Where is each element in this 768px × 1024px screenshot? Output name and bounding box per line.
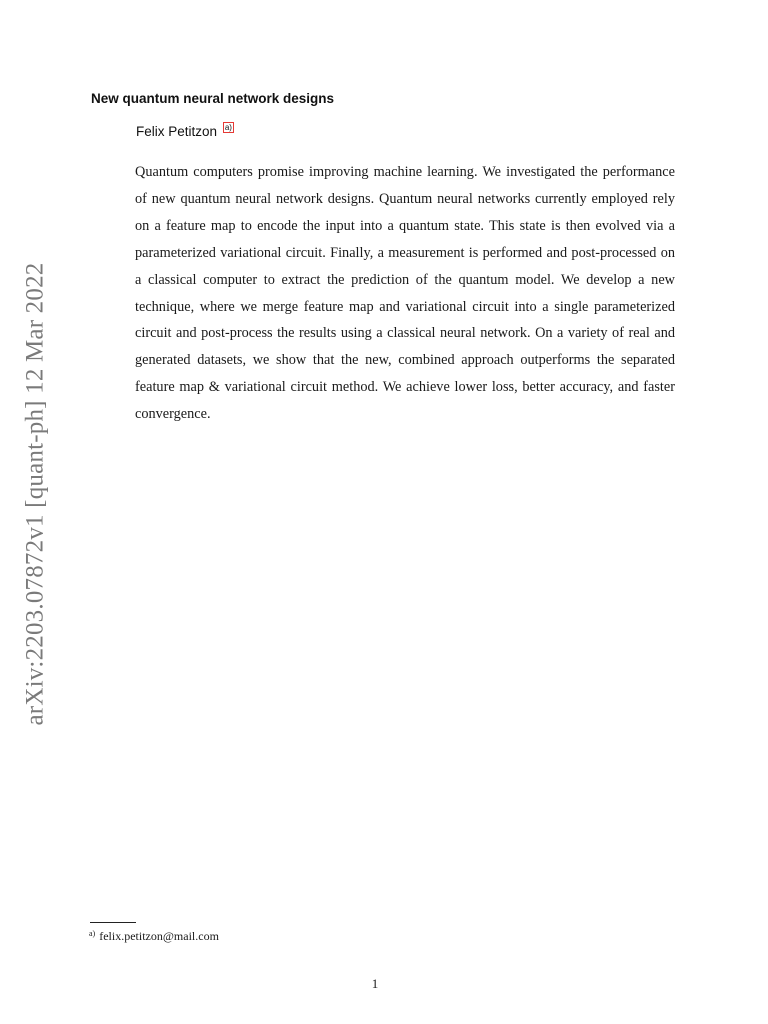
page-number: 1 [371, 976, 379, 991]
arxiv-side-stamp [14, 258, 56, 730]
author-line [136, 122, 234, 139]
author-name: Felix Petitzon [136, 124, 218, 139]
author-footnote-link[interactable]: a) [224, 123, 232, 132]
paper-title: New quantum neural network designs [91, 91, 335, 106]
footnote-divider [90, 922, 136, 923]
footnote-label: a) [89, 929, 96, 938]
abstract-text: Quantum computers promise improving machine learning. We investigated the performance of new quantum neural network designs. Quantum neural networks currently employed rely on a feature map to encode the input into a quantum state. This state is then evolved via a parameterized variational circuit. Finally, a measurement is performed and post-processed on a classical computer to extract the prediction of the quantum model. We develop a new technique, where we merge feature map and variational circuit into a single parameterized circuit and post-process the results using a classical neural network. On a variety of real and generated datasets, we show that the new, combined approach outperforms the separated feature map & variational circuit method. We achieve lower loss, better accuracy, and faster convergence. [135, 164, 675, 423]
arxiv-identifier: arXiv:2203.07872v1 [quant-ph] 12 Mar 2022 [21, 262, 48, 726]
footnote-email: felix.petitzon@mail.com [99, 929, 219, 943]
footnote [89, 929, 219, 944]
